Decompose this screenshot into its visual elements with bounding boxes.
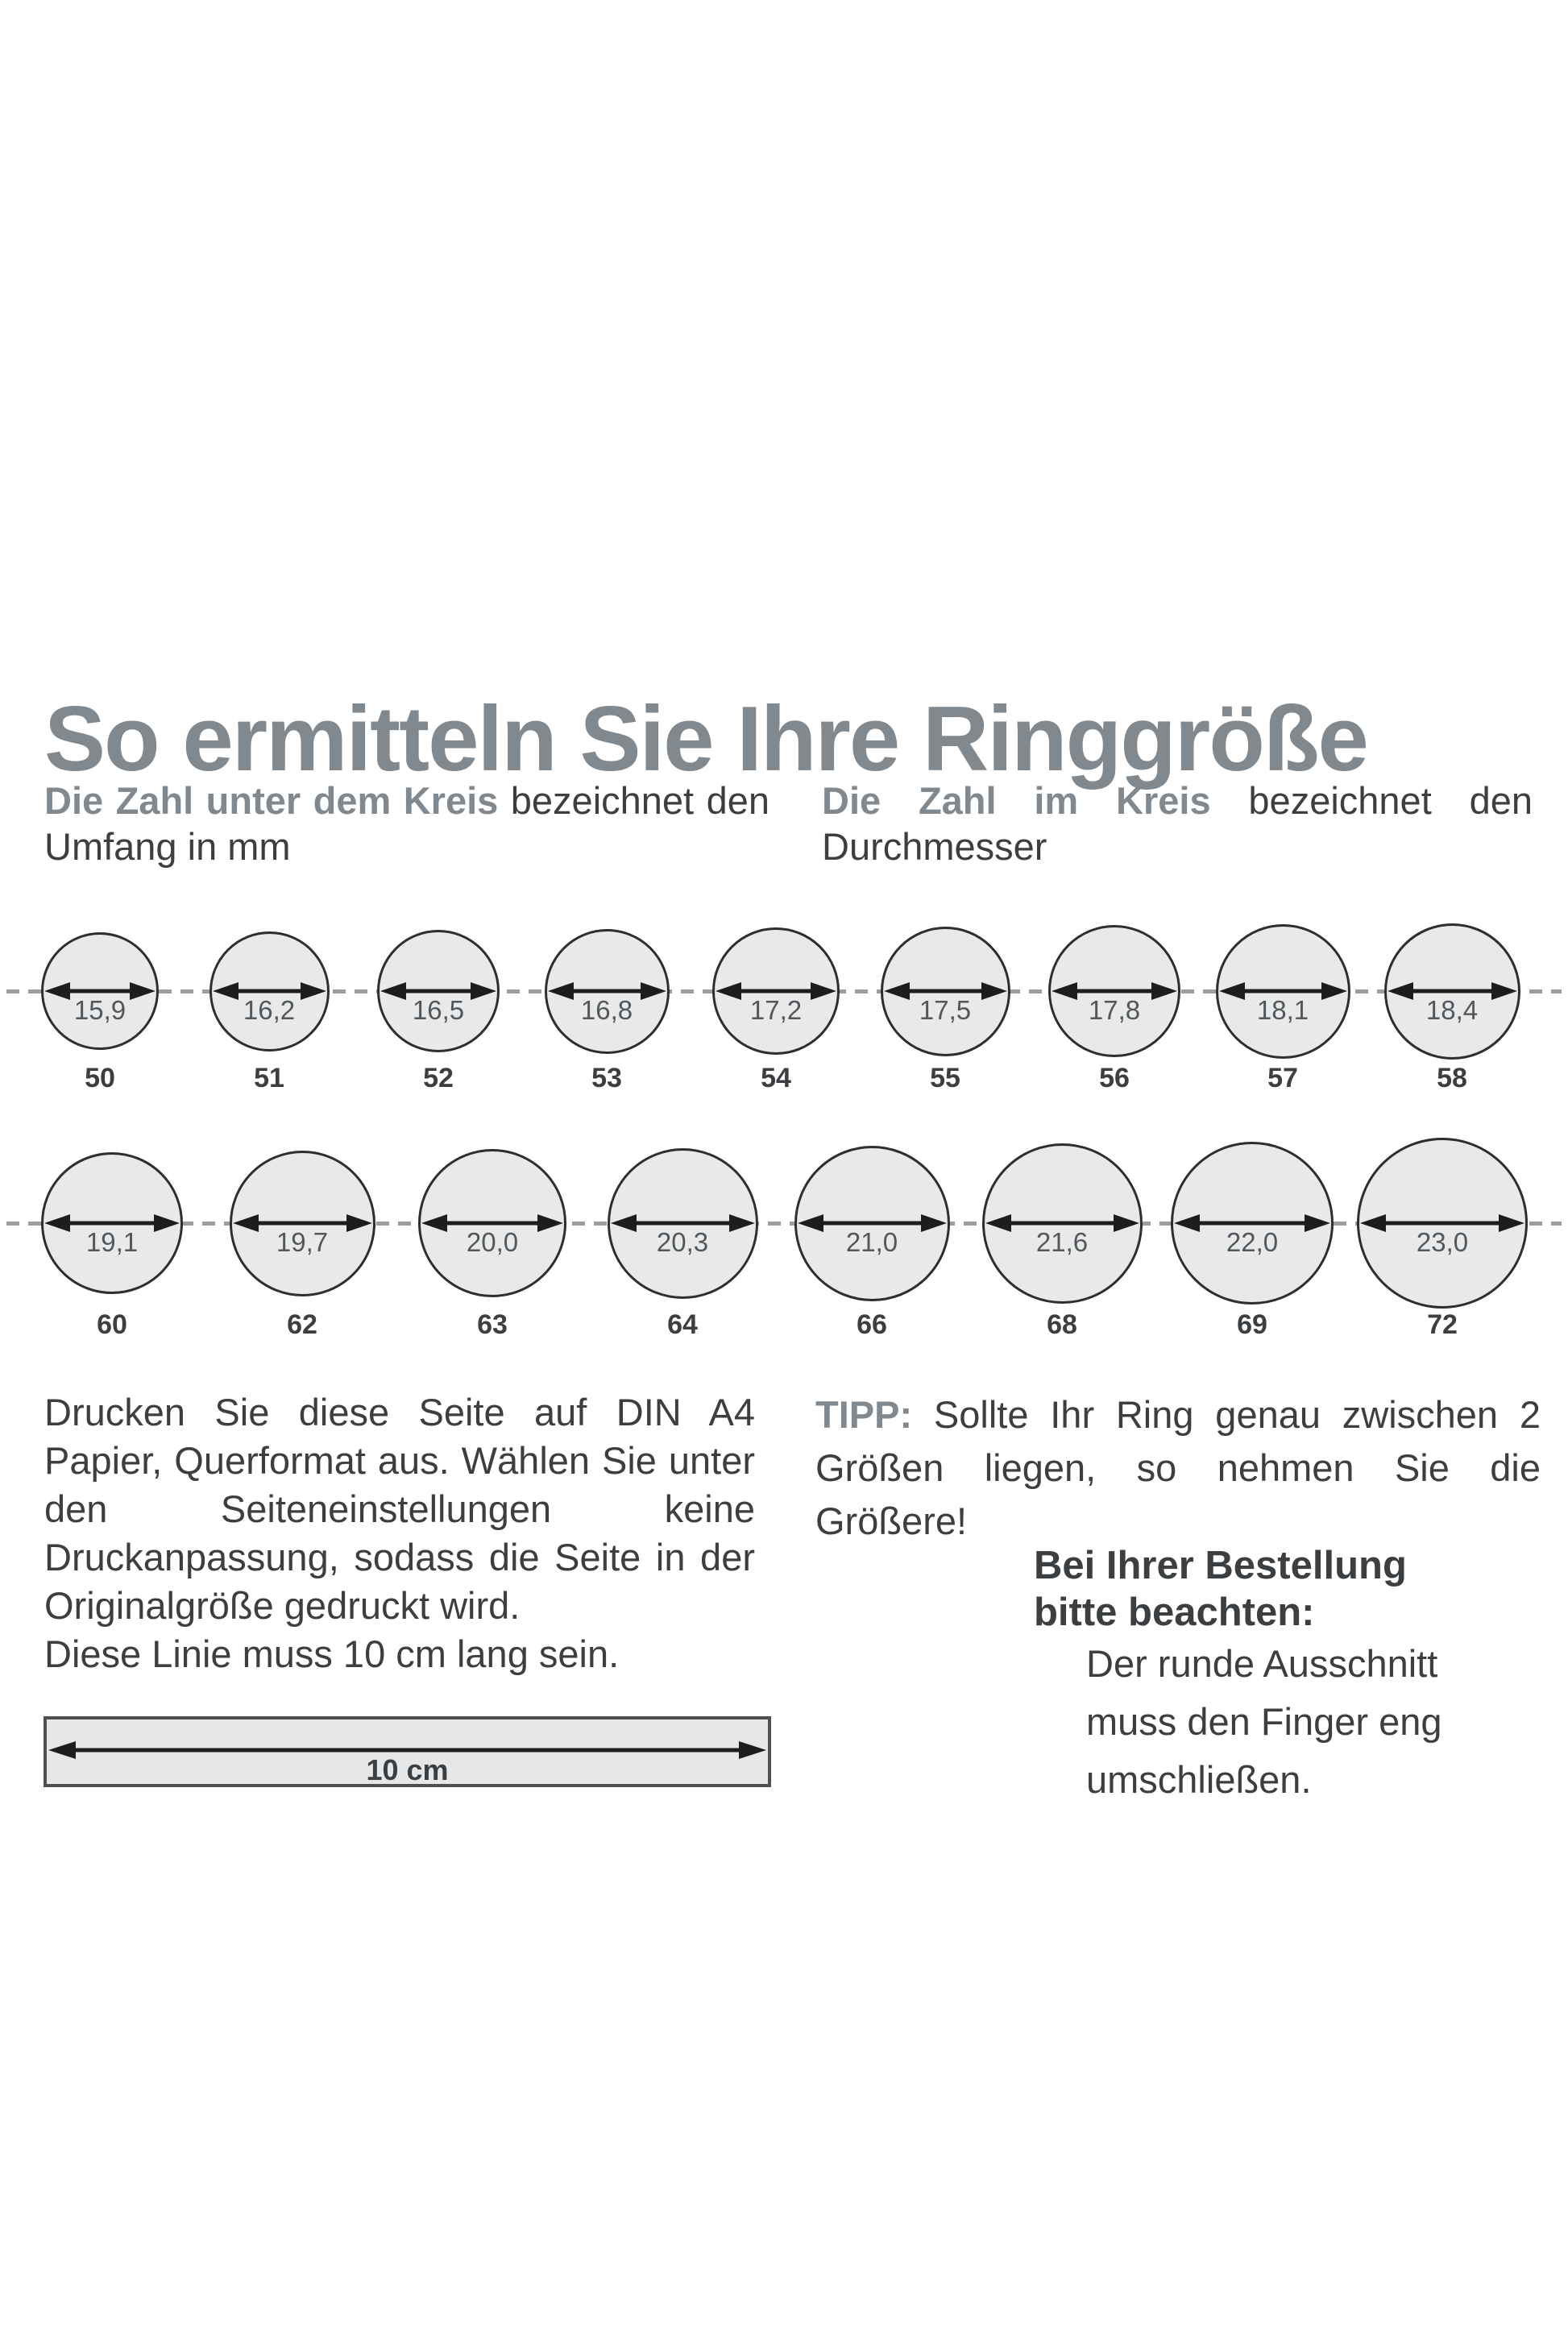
ring-size-label: 68 — [1047, 1309, 1077, 1340]
intro-circumference-highlight: Die Zahl unter dem Kreis — [44, 779, 499, 822]
ring-diameter-label: 18,4 — [1425, 995, 1479, 1025]
ring-circle — [209, 931, 330, 1052]
ring-circle — [230, 1151, 375, 1296]
ring-diameter-label: 21,6 — [1035, 1227, 1089, 1257]
ring-circle — [982, 1143, 1143, 1304]
ring-size-label: 72 — [1427, 1309, 1458, 1340]
ring-circle — [1216, 924, 1350, 1059]
ring-size-label: 69 — [1237, 1309, 1267, 1340]
ring-diameter-label: 16,5 — [412, 995, 465, 1025]
ring-diameter-label: 16,2 — [243, 995, 296, 1025]
ring-diameter-label: 22,0 — [1226, 1227, 1279, 1257]
ring-size-label: 53 — [591, 1063, 622, 1093]
ring-size-label: 51 — [254, 1063, 284, 1093]
ring-circle — [1171, 1142, 1334, 1305]
ring-size-label: 63 — [477, 1309, 508, 1340]
intro-circumference-rest: bezeichnet den Umfang in mm — [44, 779, 769, 868]
ring-circle — [794, 1146, 950, 1301]
ring-circle — [608, 1148, 758, 1299]
ring-circle — [41, 932, 159, 1050]
ring-circle — [881, 927, 1010, 1056]
ring-size-label: 50 — [85, 1063, 115, 1093]
ring-circle — [1357, 1138, 1528, 1309]
ring-size-label: 55 — [930, 1063, 960, 1093]
ring-size-label: 56 — [1099, 1063, 1130, 1093]
page-title: So ermitteln Sie Ihre Ringgröße — [44, 688, 1367, 791]
ring-diameter-label: 19,1 — [85, 1227, 139, 1257]
ring-circle — [1384, 923, 1520, 1060]
ring-diameter-label: 19,7 — [276, 1227, 329, 1257]
ring-diameter-label: 20,0 — [466, 1227, 519, 1257]
ring-circle — [1048, 925, 1180, 1057]
ring-size-label: 58 — [1437, 1063, 1467, 1093]
ring-size-label: 54 — [761, 1063, 791, 1093]
print-instructions-last-line: Diese Linie muss 10 cm lang sein. — [44, 1632, 620, 1675]
ring-size-label: 66 — [857, 1309, 887, 1340]
print-instructions-main: Drucken Sie diese Seite auf DIN A4 Papier, Querformat aus. Wählen Sie unter den Seiteneinstellungen keine Druckanpassung, sodass die Seite in der Originalgröße gedruckt wird. — [44, 1391, 755, 1627]
tip-label: TIPP: — [815, 1393, 913, 1436]
order-note-body: Der runde Ausschnitt muss den Finger eng umschließen. — [1086, 1642, 1442, 1801]
print-instructions — [44, 1388, 755, 1678]
ring-diameter-label: 17,8 — [1088, 995, 1141, 1025]
ring-circle — [41, 1152, 183, 1294]
ring-size-label: 62 — [287, 1309, 317, 1340]
ring-diameter-label: 17,5 — [919, 995, 972, 1025]
ring-size-label: 64 — [667, 1309, 698, 1340]
order-note-heading: Bei Ihrer Bestellung bitte beachten: — [1034, 1544, 1407, 1634]
intro-diameter-rest: bezeichnet den Durchmesser — [822, 779, 1533, 868]
ring-diameter-label: 23,0 — [1416, 1227, 1469, 1257]
ring-circle — [418, 1149, 566, 1297]
ring-size-label: 52 — [423, 1063, 454, 1093]
tip-note — [815, 1388, 1541, 1548]
ring-circle — [545, 929, 670, 1054]
ruler-label: 10 cm — [366, 1753, 449, 1786]
ring-diameter-label: 17,2 — [749, 995, 803, 1025]
intro-diameter-highlight: Die Zahl im Kreis — [822, 779, 1211, 822]
ruler — [44, 1716, 771, 1787]
ring-diameter-label: 20,3 — [656, 1227, 709, 1257]
ring-diameter-label: 18,1 — [1256, 995, 1309, 1025]
ring-diameter-label: 21,0 — [845, 1227, 898, 1257]
ring-diameter-label: 15,9 — [73, 995, 127, 1025]
ring-circle — [712, 927, 840, 1055]
ring-size-label: 57 — [1267, 1063, 1298, 1093]
ring-diameter-label: 16,8 — [580, 995, 633, 1025]
tip-text: Sollte Ihr Ring genau zwischen 2 Größen liegen, so nehmen Sie die Größere! — [815, 1393, 1541, 1542]
ring-size-label: 60 — [97, 1309, 127, 1340]
ring-circle — [377, 930, 500, 1052]
